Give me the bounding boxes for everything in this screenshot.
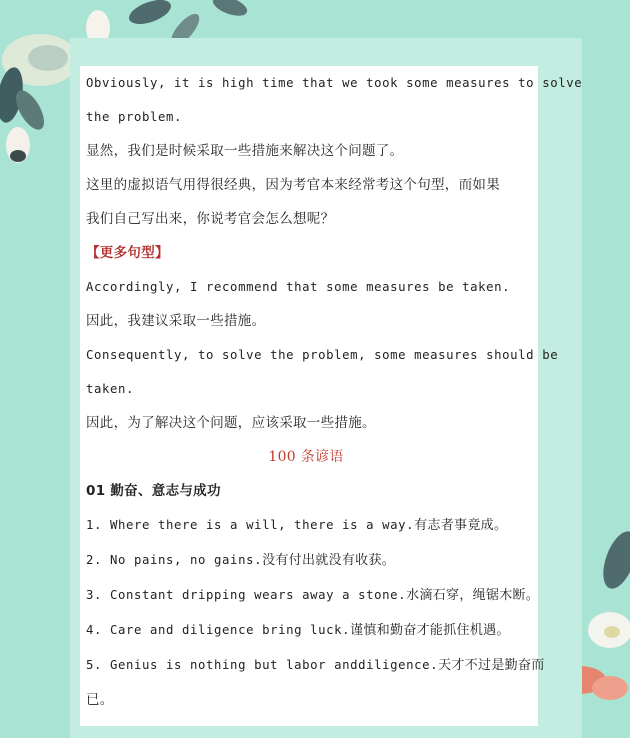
- category-heading: 01 勤奋、意志与成功: [86, 483, 221, 499]
- document-content: [86, 66, 583, 717]
- text-line: 因此，我建议采取一些措施。: [86, 313, 266, 329]
- proverb-item: [86, 648, 545, 683]
- proverb-chinese: 水滴石穿，绳锯木断。: [406, 588, 540, 603]
- proverb-item: [86, 613, 536, 648]
- text-line: 因此，为了解决这个问题，应该采取一些措施。: [86, 415, 376, 431]
- proverb-chinese: 谨慎和勤奋才能抓住机遇。: [350, 623, 510, 638]
- text-line: taken.: [86, 382, 135, 396]
- proverb-item: [86, 578, 540, 613]
- text-line: Consequently, to solve the problem, some measures should be: [86, 348, 559, 362]
- text-line: 我们自己写出来，你说考官会怎么想呢？: [86, 211, 335, 227]
- proverb-item: [86, 508, 536, 543]
- section-title: 100 条谚语: [268, 449, 344, 465]
- text-line: 这里的虚拟语气用得很经典，因为考官本来经常考这个句型，而如果: [86, 177, 500, 193]
- proverb-item: [86, 543, 536, 578]
- proverb-english: 1. Where there is a will, there is a way.: [86, 518, 415, 532]
- text-line: 已。: [86, 692, 114, 708]
- proverb-english: 4. Care and diligence bring luck.: [86, 623, 351, 637]
- section-label: 【更多句型】: [86, 245, 169, 261]
- proverb-chinese: 有志者事竟成。: [414, 518, 508, 533]
- proverb-chinese: 天才不过是勤奋而: [438, 658, 545, 673]
- proverb-english: 2. No pains, no gains.: [86, 553, 263, 567]
- text-line: Accordingly, I recommend that some measures be taken.: [86, 280, 511, 294]
- proverb-chinese: 没有付出就没有收获。: [262, 553, 396, 568]
- text-line: the problem.: [86, 110, 183, 124]
- text-line: 显然，我们是时候采取一些措施来解决这个问题了。: [86, 143, 404, 159]
- text-line: Obviously, it is high time that we took some measures to solve: [86, 76, 583, 90]
- proverb-english: 5. Genius is nothing but labor anddiligence.: [86, 658, 439, 672]
- proverb-english: 3. Constant dripping wears away a stone.: [86, 588, 407, 602]
